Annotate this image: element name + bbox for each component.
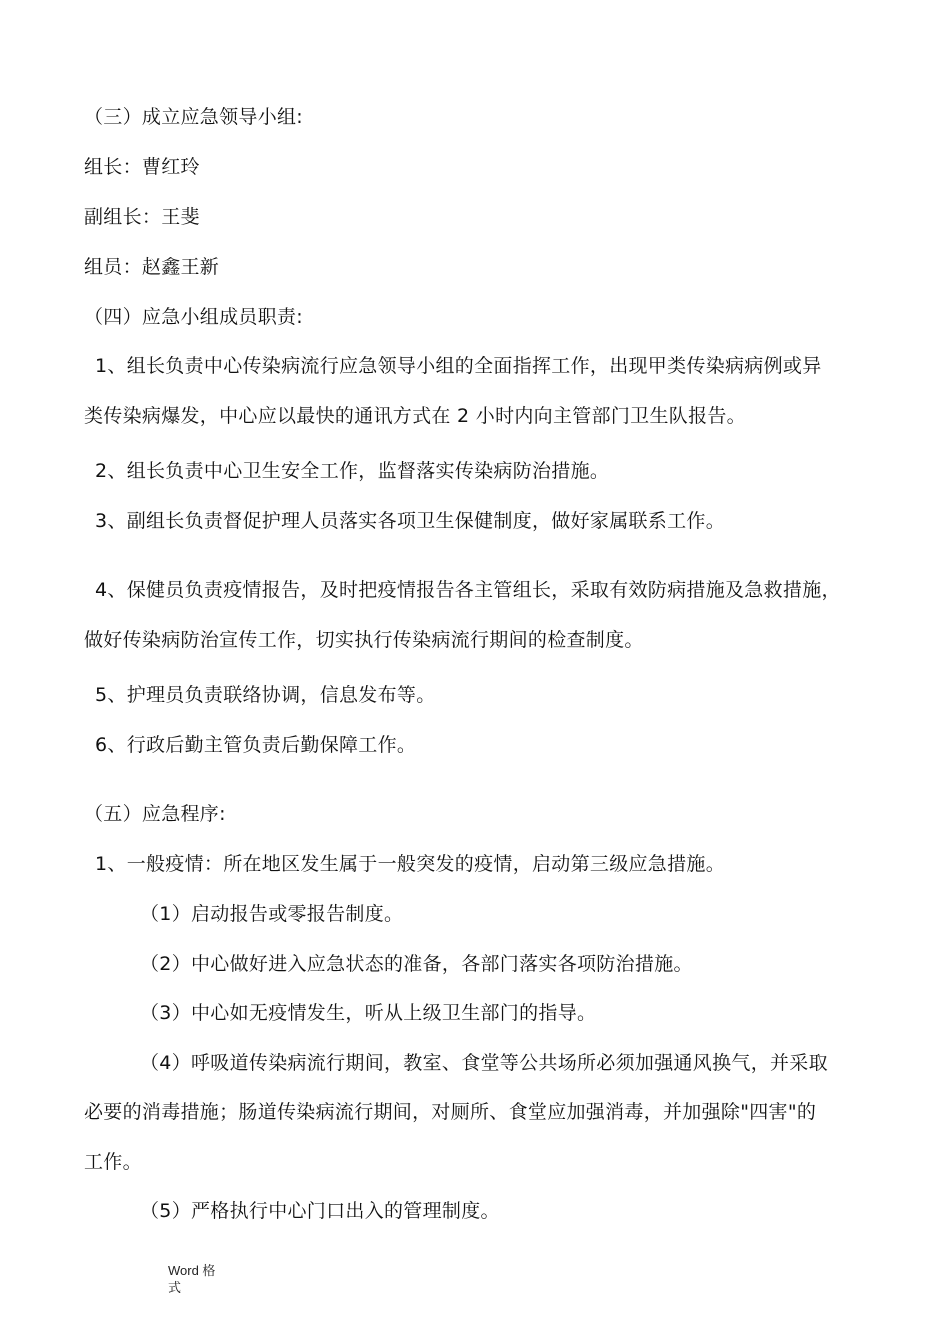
page-footer bbox=[168, 1262, 215, 1296]
section-heading-4: （四）应急小组成员职责: bbox=[84, 306, 304, 328]
duty-item-1-cont: 类传染病爆发，中心应以最快的通讯方式在 2 小时内向主管部门卫生队报告。 bbox=[84, 405, 746, 427]
section-heading-5: （五）应急程序: bbox=[84, 803, 226, 825]
procedure-item-1: 1、一般疫情：所在地区发生属于一般突发的疫情，启动第三级应急措施。 bbox=[95, 853, 725, 875]
procedure-subitem-4-end: 工作。 bbox=[84, 1151, 142, 1173]
duty-item-6: 6、行政后勤主管负责后勤保障工作。 bbox=[95, 734, 417, 756]
duty-item-5: 5、护理员负责联络协调，信息发布等。 bbox=[95, 684, 436, 706]
procedure-subitem-4: （4）呼吸道传染病流行期间，教室、食堂等公共场所必须加强通风换气，并采取 bbox=[140, 1052, 828, 1074]
footer-line-2: 式 bbox=[168, 1280, 182, 1295]
duty-item-1: 1、组长负责中心传染病流行应急领导小组的全面指挥工作，出现甲类传染病病例或异 bbox=[95, 355, 822, 377]
procedure-subitem-5: （5）严格执行中心门口出入的管理制度。 bbox=[140, 1200, 500, 1222]
procedure-subitem-1: （1）启动报告或零报告制度。 bbox=[140, 903, 404, 925]
duty-item-4-cont: 做好传染病防治宣传工作，切实执行传染病流行期间的检查制度。 bbox=[84, 629, 644, 651]
procedure-subitem-3: （3）中心如无疫情发生，听从上级卫生部门的指导。 bbox=[140, 1002, 597, 1024]
members-line: 组员：赵鑫王新 bbox=[84, 256, 220, 278]
footer-line-1: Word 格 bbox=[168, 1263, 216, 1278]
leader-line: 组长：曹红玲 bbox=[84, 156, 200, 178]
deputy-leader-line: 副组长：王斐 bbox=[84, 206, 200, 228]
procedure-subitem-2: （2）中心做好进入应急状态的准备，各部门落实各项防治措施。 bbox=[140, 953, 693, 975]
duty-item-2: 2、组长负责中心卫生安全工作，监督落实传染病防治措施。 bbox=[95, 460, 610, 482]
section-heading-3: （三）成立应急领导小组: bbox=[84, 106, 304, 128]
duty-item-3: 3、副组长负责督促护理人员落实各项卫生保健制度，做好家属联系工作。 bbox=[95, 510, 725, 532]
duty-item-4: 4、保健员负责疫情报告，及时把疫情报告各主管组长，采取有效防病措施及急救措施， bbox=[95, 579, 841, 601]
procedure-subitem-4-cont: 必要的消毒措施；肠道传染病流行期间，对厕所、食堂应加强消毒，并加强除"四害"的 bbox=[84, 1101, 817, 1123]
